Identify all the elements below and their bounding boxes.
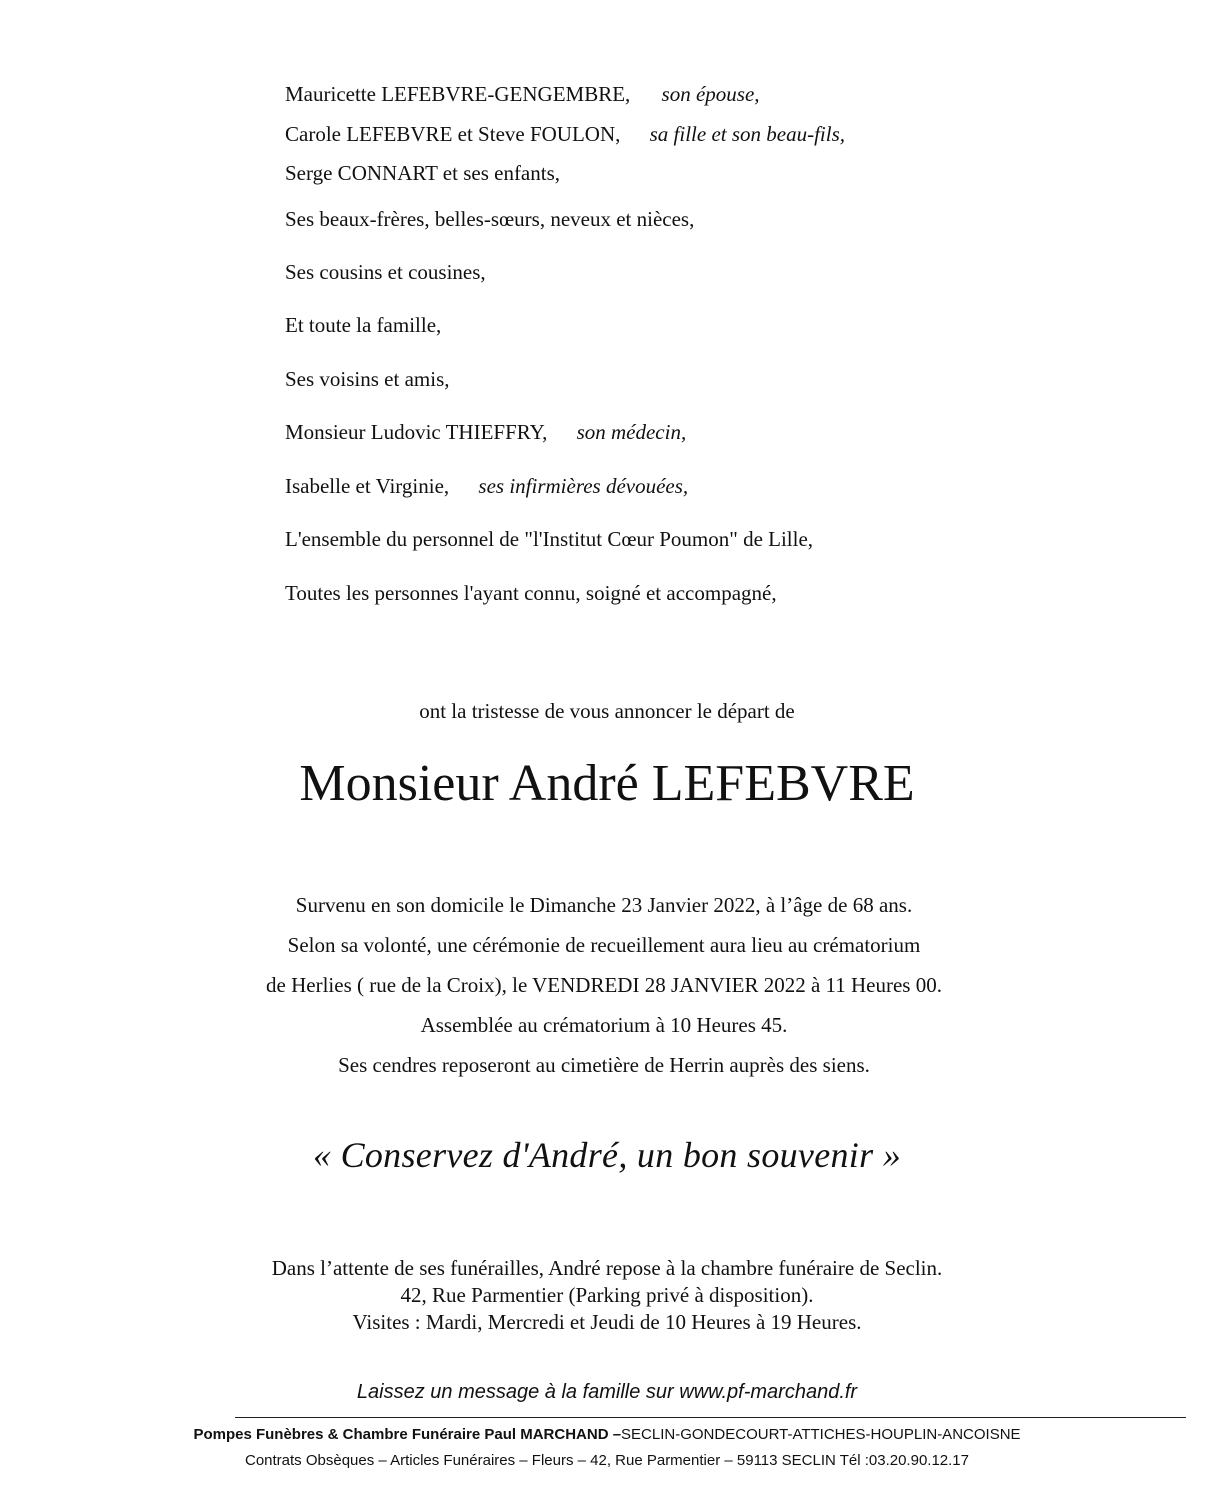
family-line-serge — [285, 160, 560, 186]
deceased-name: Monsieur André LEFEBVRE — [299, 755, 915, 812]
family-name: L'ensemble du personnel de "l'Institut Cœur Poumon" de Lille, — [285, 527, 814, 551]
family-role: son épouse, — [661, 82, 760, 106]
family-role: sa fille et son beau-fils, — [649, 122, 846, 146]
family-line-all-family — [285, 312, 441, 338]
details-line-death: Survenu en son domicile le Dimanche 23 Janvier 2022, à l’âge de 68 ans. — [295, 893, 913, 917]
family-line-spouse — [285, 81, 760, 107]
funeral-home-line-address: 42, Rue Parmentier (Parking privé à disposition). — [400, 1283, 814, 1307]
family-name: Mauricette LEFEBVRE-GENGEMBRE, — [285, 82, 631, 106]
family-role: ses infirmières dévouées, — [478, 474, 689, 498]
family-name: Monsieur Ludovic THIEFFRY, — [285, 420, 548, 444]
footer-divider — [235, 1417, 1186, 1418]
family-line-institute-staff — [285, 526, 813, 552]
details-line-date: de Herlies ( rue de la Croix), le VENDREDI 28 JANVIER 2022 à 11 Heures 00. — [266, 973, 942, 997]
footer-towns: SECLIN-GONDECOURT-ATTICHES-HOUPLIN-ANCOISNE — [621, 1426, 1021, 1443]
family-name: Et toute la famille, — [285, 313, 442, 337]
family-line-daughter — [285, 121, 845, 147]
family-name: Serge CONNART et ses enfants, — [285, 161, 561, 185]
footer-services: Contrats Obsèques – Articles Funéraires – Fleurs – 42, Rue Parmentier – 59113 SECLIN Tél :03.20.90.12.17 — [244, 1452, 969, 1469]
family-line-all-people — [285, 580, 777, 606]
funeral-home-line-rest: Dans l’attente de ses funérailles, André repose à la chambre funéraire de Seclin. — [271, 1256, 943, 1280]
family-line-doctor — [285, 419, 686, 445]
footer-company: Pompes Funèbres & Chambre Funéraire Paul MARCHAND – — [193, 1426, 622, 1443]
family-name: Carole LEFEBVRE et Steve FOULON, — [285, 122, 621, 146]
details-line-ashes: Ses cendres reposeront au cimetière de Herrin auprès des siens. — [338, 1053, 870, 1077]
family-name: Ses voisins et amis, — [285, 367, 450, 391]
details-line-ceremony: Selon sa volonté, une cérémonie de recueillement aura lieu au crématorium — [287, 933, 921, 957]
family-name: Ses beaux-frères, belles-sœurs, neveux et nièces, — [285, 207, 695, 231]
family-line-in-laws — [285, 206, 694, 232]
memorial-quote: « Conservez d'André, un bon souvenir » — [312, 1135, 902, 1175]
family-name: Toutes les personnes l'ayant connu, soigné et accompagné, — [285, 581, 777, 605]
funeral-home-line-visits: Visites : Mardi, Mercredi et Jeudi de 10 Heures à 19 Heures. — [352, 1310, 862, 1334]
announcement-text: ont la tristesse de vous annoncer le départ de — [419, 699, 795, 723]
family-role: son médecin, — [576, 420, 687, 444]
message-line: Laissez un message à la famille sur www.pf-marchand.fr — [356, 1381, 858, 1403]
family-name: Isabelle et Virginie, — [285, 474, 450, 498]
family-line-neighbors — [285, 366, 450, 392]
family-line-cousins — [285, 259, 486, 285]
family-name: Ses cousins et cousines, — [285, 260, 486, 284]
family-line-nurses — [285, 473, 688, 499]
footer-company-line — [0, 1425, 1214, 1445]
details-line-assembly: Assemblée au crématorium à 10 Heures 45. — [420, 1013, 788, 1037]
